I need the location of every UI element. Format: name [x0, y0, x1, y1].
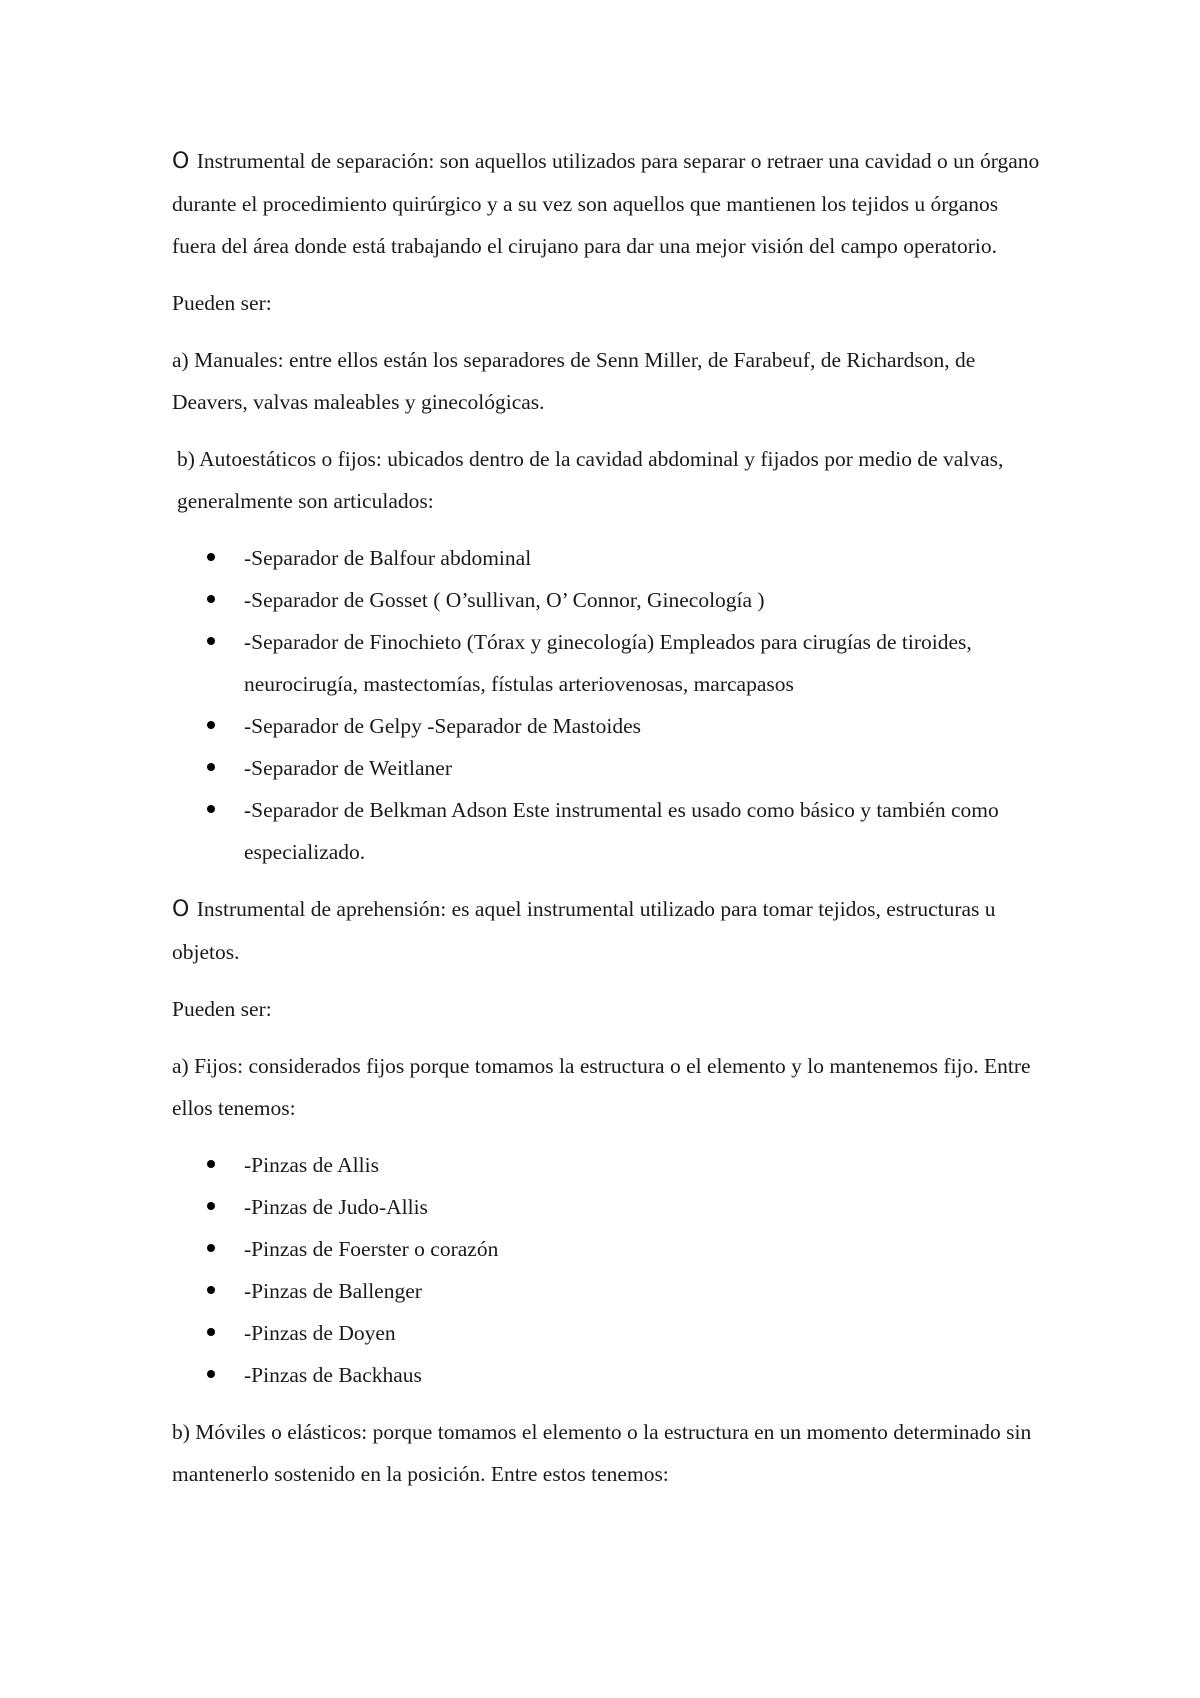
section-separacion-intro: [172, 140, 1042, 267]
bullet-icon: [207, 1370, 215, 1378]
list-item: -Separador de Belkman Adson Este instrumental es usado como básico y también como especializado.: [172, 789, 1042, 873]
list-item: -Separador de Weitlaner: [172, 747, 1042, 789]
bullet-icon: [207, 721, 215, 729]
circle-marker-icon: O: [172, 149, 190, 174]
bullet-icon: [207, 1202, 215, 1210]
list-item: -Separador de Gelpy -Separador de Mastoides: [172, 705, 1042, 747]
moviles-paragraph: b) Móviles o elásticos: porque tomamos el elemento o la estructura en un momento determinado sin mantenerlo sostenido en la posición. Entre estos tenemos:: [172, 1420, 1032, 1486]
pueden-ser-2: Pueden ser:: [172, 997, 272, 1021]
list-item: -Separador de Balfour abdominal: [172, 537, 1042, 579]
list-item: -Pinzas de Backhaus: [172, 1354, 1042, 1396]
bullet-icon: [207, 1328, 215, 1336]
pinzas-list: [172, 1144, 1042, 1396]
pueden-ser-1: Pueden ser:: [172, 291, 272, 315]
bullet-icon: [207, 595, 215, 603]
manuales-paragraph: a) Manuales: entre ellos están los separadores de Senn Miller, de Farabeuf, de Richardson, de Deavers, valvas maleables y ginecológicas.: [172, 348, 976, 414]
autoestaticos-paragraph: b) Autoestáticos o fijos: ubicados dentro de la cavidad abdominal y fijados por medio de valvas, generalmente son articulados:: [177, 447, 1004, 513]
section-separacion-text: Instrumental de separación: son aquellos utilizados para separar o retraer una cavidad o un órgano durante el procedimiento quirúrgico y a su vez son aquellos que mantienen los tejidos u órganos fuera del área donde está trabajando el cirujano para dar una mejor visión del campo operatorio.: [172, 149, 1040, 258]
circle-marker-icon: O: [172, 897, 190, 922]
bullet-icon: [207, 1160, 215, 1168]
bullet-icon: [207, 1286, 215, 1294]
fijos-paragraph: a) Fijos: considerados fijos porque tomamos la estructura o el elemento y lo mantenemos fijo. Entre ellos tenemos:: [172, 1054, 1031, 1120]
bullet-icon: [207, 1244, 215, 1252]
list-item: -Pinzas de Judo-Allis: [172, 1186, 1042, 1228]
list-item: -Pinzas de Ballenger: [172, 1270, 1042, 1312]
bullet-icon: [207, 637, 215, 645]
bullet-icon: [207, 763, 215, 771]
separadores-list: [172, 537, 1042, 873]
document-body: [172, 140, 1042, 1510]
list-item: -Separador de Finochieto (Tórax y ginecología) Empleados para cirugías de tiroides, neurocirugía, mastectomías, fístulas arteriovenosas, marcapasos: [172, 621, 1042, 705]
list-item: -Separador de Gosset ( O’sullivan, O’ Connor, Ginecología ): [172, 579, 1042, 621]
section-aprehension-intro: [172, 888, 1042, 973]
list-item: -Pinzas de Allis: [172, 1144, 1042, 1186]
bullet-icon: [207, 805, 215, 813]
list-item: -Pinzas de Foerster o corazón: [172, 1228, 1042, 1270]
list-item: -Pinzas de Doyen: [172, 1312, 1042, 1354]
section-aprehension-text: Instrumental de aprehensión: es aquel instrumental utilizado para tomar tejidos, estructuras u objetos.: [172, 897, 996, 964]
bullet-icon: [207, 553, 215, 561]
